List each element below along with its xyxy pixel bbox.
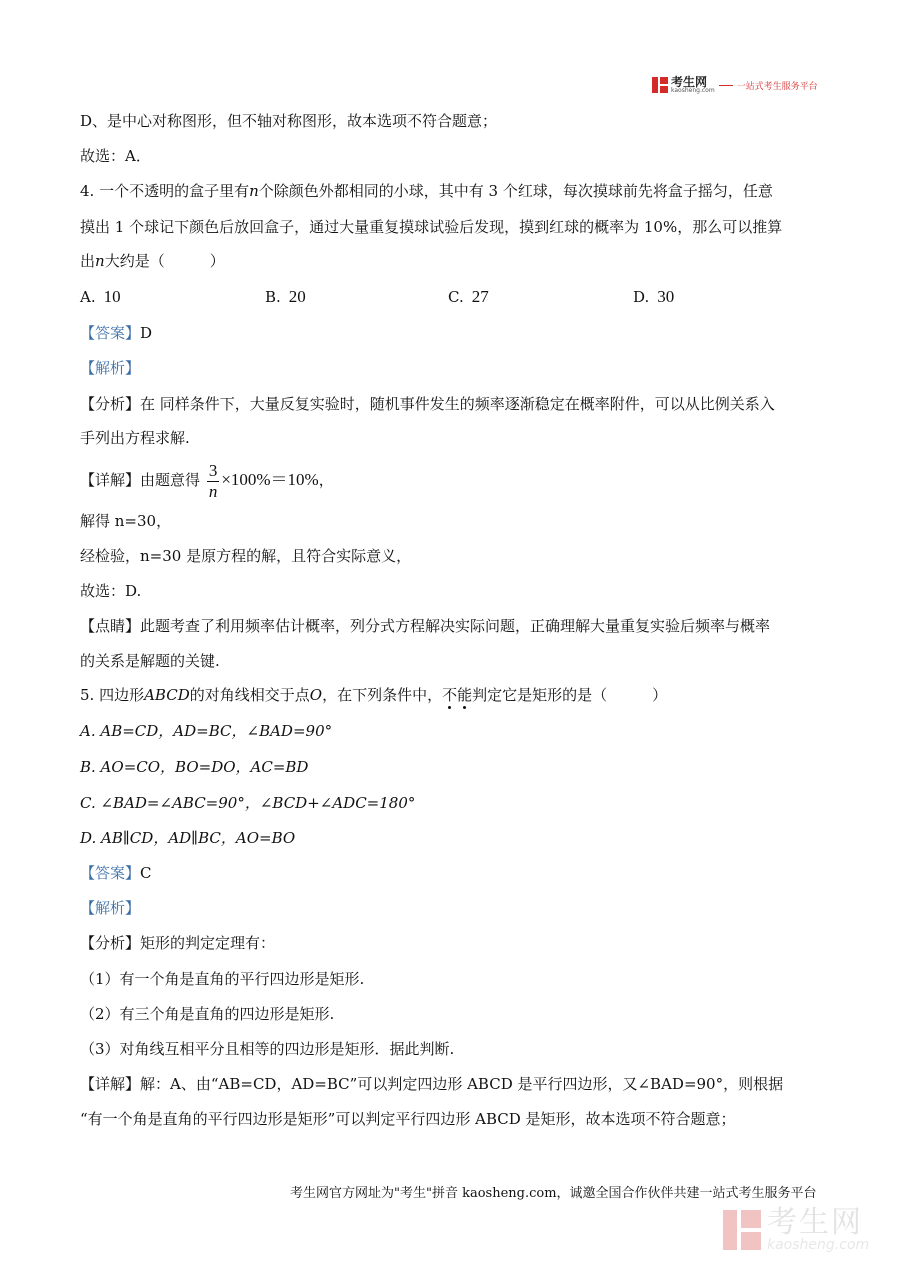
- header-slogan: 一站式考生服务平台: [736, 81, 818, 92]
- analysis-tag: 【解析】: [80, 899, 141, 917]
- analysis-tag: 【解析】: [80, 359, 141, 377]
- kaosheng-logo-icon: [652, 77, 668, 93]
- xiangjie-line-2: “有一个角是直角的平行四边形是矩形”可以判定平行四边形 ABCD 是矩形，故本选项不符合题意；: [80, 1110, 736, 1128]
- logo-url: kaosheng.com: [671, 87, 715, 94]
- question-5-stem: 5. 四边形ABCD的对角线相交于点O，在下列条件中，不能判定它是矩形的是（ ）: [80, 686, 668, 704]
- fenxi-line-1: 【分析】在 同样条件下，大量反复实验时，随机事件发生的频率逐渐稳定在概率附件，可以从比例关系入: [80, 395, 775, 413]
- answer-tag: 【答案】: [80, 324, 141, 342]
- fenxi-line: 【分析】矩形的判定定理有：: [80, 934, 276, 952]
- xiangjie-line: 【详解】由题意得 $\frac{3}{n}$ ×100%＝10%，: [80, 460, 334, 501]
- theorem-3: （3）对角线互相平分且相等的四边形是矩形．据此判断.: [80, 1040, 455, 1058]
- header-logo: [652, 74, 818, 96]
- question-4-line-2: 摸出 1 个球记下颜色后放回盒子，通过大量重复摸球试验后发现，摸到红球的概率为 10%，那么可以推算: [80, 218, 783, 236]
- xiangjie-line-1: 【详解】解：A、由“AB=CD，AD=BC”可以判定四边形 ABCD 是平行四边形，又∠BAD=90°，则根据: [80, 1075, 784, 1093]
- option-d: D. 30: [633, 287, 675, 306]
- option-a: A. AB=CD，AD=BC，∠BAD=90°: [80, 722, 333, 740]
- answer-line: 【答案】D: [80, 324, 153, 342]
- text-line: 解得 n=30，: [80, 512, 172, 530]
- option-a: A. 10: [80, 287, 121, 306]
- option-b: B. 20: [265, 287, 306, 306]
- watermark-url: kaosheng.com: [767, 1237, 870, 1253]
- question-4-line-3: 出n大约是（ ）: [80, 252, 225, 270]
- dianjing-line-2: 的关系是解题的关键.: [80, 652, 220, 670]
- option-d: D. AB∥CD，AD∥BC，AO=BO: [80, 829, 296, 847]
- option-c: C. ∠BAD=∠ABC=90°，∠BCD+∠ADC=180°: [80, 794, 416, 812]
- text-line: D、是中心对称图形，但不轴对称图形，故本选项不符合题意；: [80, 112, 498, 130]
- theorem-2: （2）有三个角是直角的四边形是矩形.: [80, 1005, 335, 1023]
- text-line: 故选：A．: [80, 147, 151, 165]
- option-b: B. AO=CO，BO=DO，AC=BD: [80, 758, 309, 776]
- fraction: $\frac{3}{n}$: [208, 460, 218, 501]
- text-line: 故选：D.: [80, 582, 142, 600]
- option-c: C. 27: [448, 287, 489, 306]
- watermark-name: 考生网: [767, 1205, 863, 1240]
- theorem-1: （1）有一个角是直角的平行四边形是矩形.: [80, 970, 365, 988]
- answer-tag: 【答案】: [80, 864, 141, 882]
- text-line: 经检验，n=30 是原方程的解，且符合实际意义，: [80, 547, 412, 565]
- fenxi-line-2: 手列出方程求解.: [80, 429, 190, 447]
- question-4-line-1: 4. 一个不透明的盒子里有n个除颜色外都相同的小球，其中有 3 个红球，每次摸球前先将盒子摇匀，任意: [80, 182, 773, 200]
- logo-name: 考生网: [671, 75, 708, 89]
- dianjing-line-1: 【点睛】此题考查了利用频率估计概率，列分式方程解决实际问题，正确理解大量重复实验后频率与概率: [80, 617, 771, 635]
- kaosheng-watermark-icon: [723, 1210, 761, 1250]
- header-divider: [719, 85, 733, 86]
- answer-line: 【答案】C: [80, 864, 152, 882]
- watermark: [723, 1205, 870, 1253]
- footer-text: 考生网官方网址为"考生"拼音 kaosheng.com，诚邀全国合作伙伴共建一站式考生服务平台: [290, 1186, 817, 1201]
